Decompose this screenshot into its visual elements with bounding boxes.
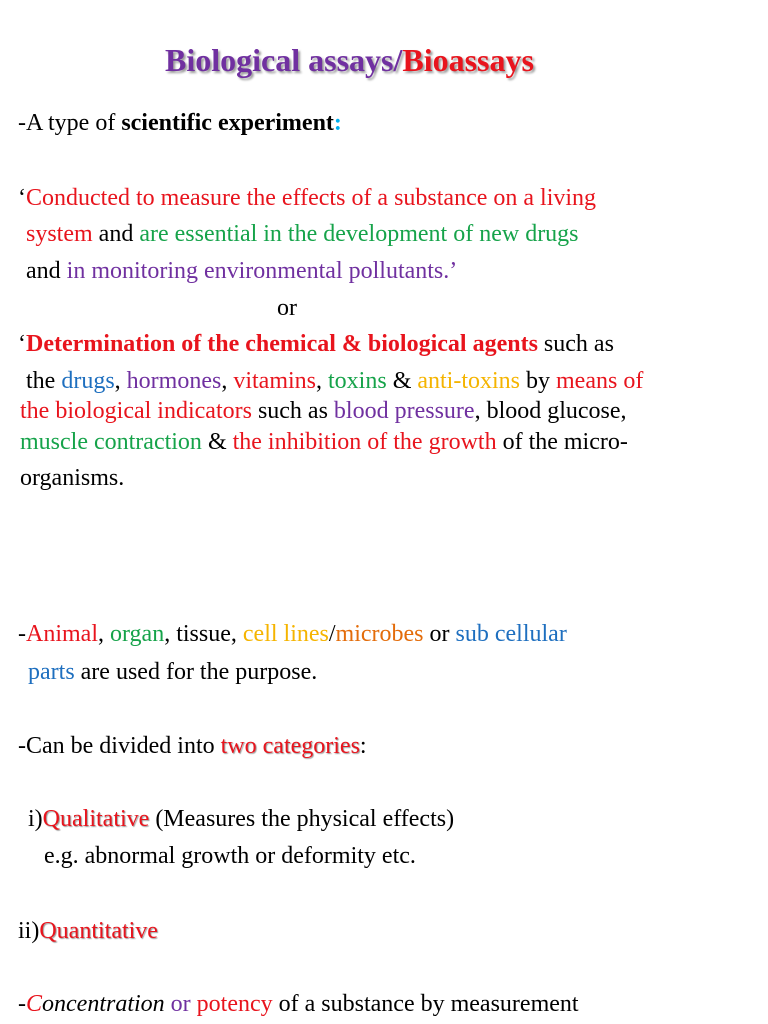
- def2-amp2: &: [201, 429, 233, 455]
- mat-dash: -: [18, 621, 26, 647]
- last-or: or: [164, 991, 197, 1017]
- slide-title: [165, 40, 534, 80]
- mat-cell-lines: cell lines: [242, 621, 329, 647]
- qual-num: i): [28, 806, 43, 832]
- definition2-line5: [20, 463, 124, 493]
- or-divider: [277, 293, 297, 323]
- def2-drugs: drugs: [61, 368, 115, 394]
- def2-inhibition: the inhibition of the growth: [232, 429, 497, 455]
- def1-and2: and: [26, 258, 67, 284]
- def2-organisms: organisms.: [20, 465, 125, 491]
- def2-indicators: the biological indicators: [20, 398, 252, 424]
- def1-green: are essential in the development of new drugs: [139, 221, 579, 247]
- def2-the: the: [26, 368, 62, 394]
- last-dash: -: [18, 991, 26, 1017]
- def2-glucose: , blood glucose,: [474, 398, 627, 424]
- last-potency: potency: [196, 991, 273, 1017]
- title-part-1: Biological assays/: [165, 42, 403, 78]
- definition2-line4: [20, 427, 628, 457]
- mat-microbes: microbes: [335, 621, 424, 647]
- qual-label: Qualitative: [42, 806, 150, 832]
- definition1-line1: [18, 183, 596, 213]
- concentration-line: [18, 989, 579, 1019]
- last-concentration: oncentration: [42, 991, 165, 1017]
- mat-organ: organ: [110, 621, 165, 647]
- quant-label: Quantitative: [39, 918, 158, 944]
- def2-comma3: ,: [316, 368, 328, 394]
- def2-suchas2: such as: [251, 398, 334, 424]
- cat-highlight: two categories: [220, 733, 360, 759]
- type-colon: :: [333, 110, 342, 136]
- quantitative-line: [18, 916, 158, 946]
- mat-or: or: [423, 621, 456, 647]
- def2-suchas: such as: [537, 331, 614, 357]
- def2-means: means of: [556, 368, 644, 394]
- materials-line2: [28, 657, 317, 687]
- quant-num: ii): [18, 918, 40, 944]
- def2-comma1: ,: [114, 368, 127, 394]
- cat-colon: :: [359, 733, 367, 759]
- def2-micro: of the micro-: [496, 429, 628, 455]
- def2-muscle: muscle contraction: [20, 429, 202, 455]
- definition1-line3: [26, 256, 457, 286]
- def2-toxins: toxins: [328, 368, 387, 394]
- mat-slash: /: [328, 621, 336, 647]
- def2-quote: ‘: [18, 331, 26, 357]
- def2-vitamins: vitamins: [233, 368, 316, 394]
- def2-antitoxins: anti-toxins: [417, 368, 521, 394]
- mat-subcellular: sub cellular: [455, 621, 567, 647]
- def2-amp: &: [386, 368, 418, 394]
- cat-prefix: -Can be divided into: [18, 733, 221, 759]
- type-prefix: -A type of: [18, 110, 122, 136]
- title-part-2: Bioassays: [402, 42, 534, 78]
- mat-comma1: ,: [98, 621, 110, 647]
- definition2-line2: [26, 366, 643, 396]
- definition2-line3: [20, 396, 627, 426]
- type-bold: scientific experiment: [121, 110, 334, 136]
- def1-quote: ‘: [18, 185, 26, 211]
- type-line: [18, 108, 342, 138]
- def2-by: by: [520, 368, 557, 394]
- mat-animal: Animal: [26, 621, 98, 647]
- def1-system: system: [26, 221, 93, 247]
- def2-hormones: hormones: [126, 368, 222, 394]
- mat-tissue: , tissue,: [164, 621, 243, 647]
- def1-purple: in monitoring environmental pollutants.’: [66, 258, 458, 284]
- def2-bold: Determination of the chemical & biological agents: [26, 331, 538, 357]
- qualitative-line: [28, 804, 454, 834]
- qualitative-example: [44, 841, 416, 871]
- mat-parts: parts: [28, 659, 75, 685]
- definition2-line1: [18, 329, 614, 359]
- qual-desc: (Measures the physical effects): [149, 806, 455, 832]
- def1-and: and: [92, 221, 140, 247]
- def2-comma2: ,: [221, 368, 234, 394]
- qual-example: e.g. abnormal growth or deformity etc.: [44, 843, 416, 869]
- categories-line: [18, 731, 367, 761]
- mat-purpose: are used for the purpose.: [74, 659, 318, 685]
- definition1-line2: [26, 219, 579, 249]
- last-c: C: [26, 991, 43, 1017]
- materials-line1: [18, 619, 567, 649]
- def1-red: Conducted to measure the effects of a substance on a living: [26, 185, 597, 211]
- def2-bp: blood pressure: [333, 398, 475, 424]
- last-rest: of a substance by measurement: [272, 991, 579, 1017]
- or-word: or: [277, 295, 297, 321]
